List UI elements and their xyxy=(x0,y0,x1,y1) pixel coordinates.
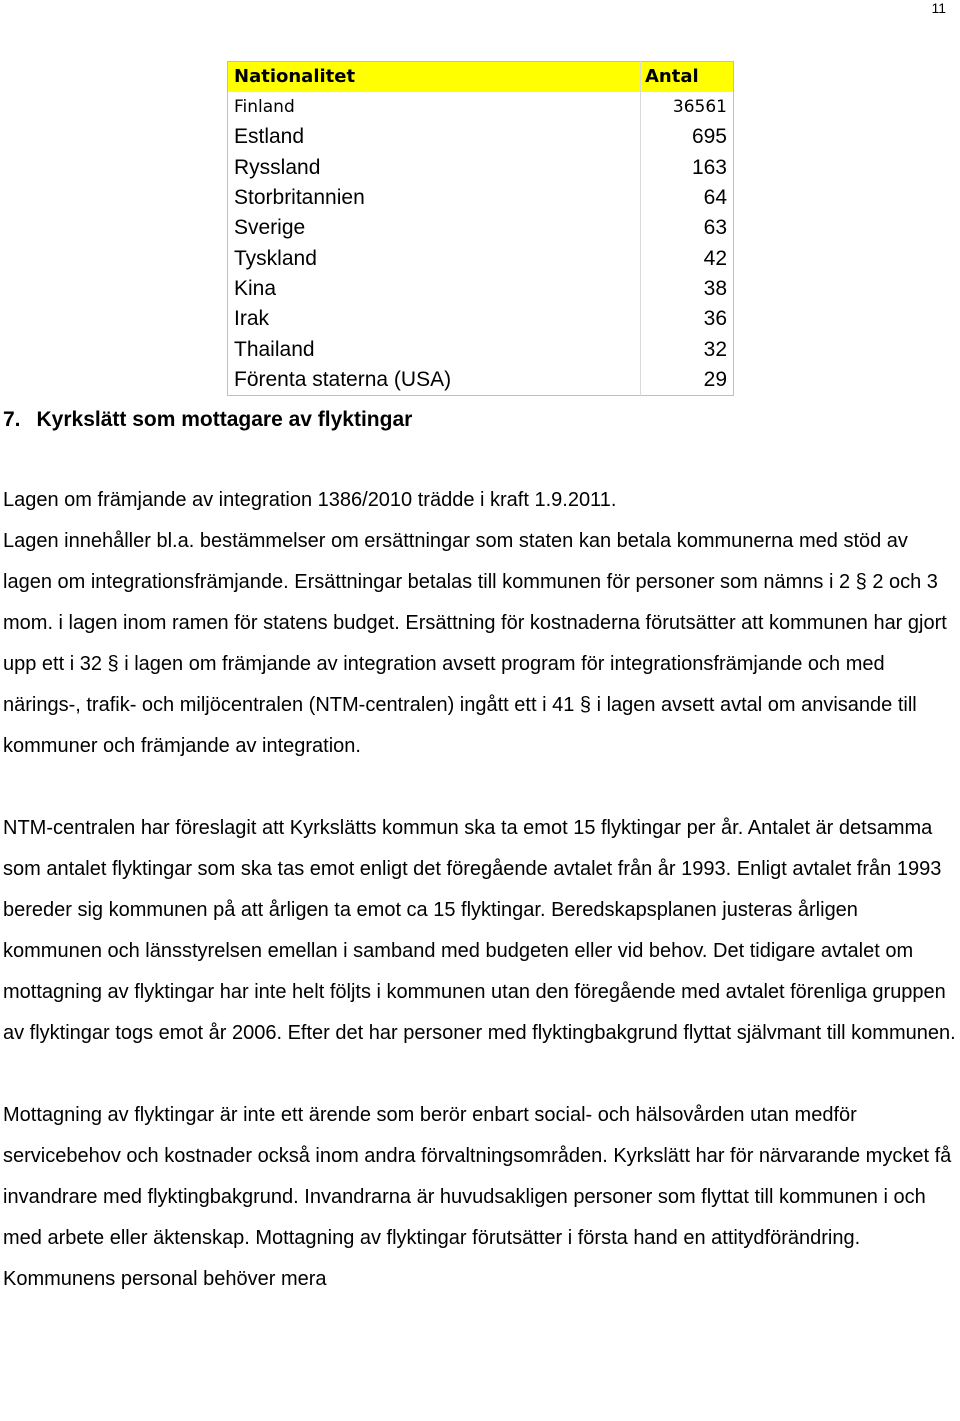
country-name: Storbritannien xyxy=(228,183,641,213)
country-name: Förenta staterna (USA) xyxy=(228,365,641,396)
paragraph: Mottagning av flyktingar är inte ett ärende som berör enbart social- och hälsovården utan medför servicebehov och kostnader också inom andra förvaltningsområden. Kyrkslätt har för närvarande mycket få invandrare med flyktingbakgrund. Invandrarna är huvudsakligen personer som flyttat till kommunen i och med arbete eller äktenskap. Mottagning av flyktingar förutsätter i första hand en attitydförändring. Kommunens personal behöver mera xyxy=(3,1104,952,1290)
table-row xyxy=(228,183,734,213)
table-row xyxy=(228,365,734,396)
country-count: 64 xyxy=(703,186,727,210)
table-row xyxy=(228,122,734,152)
country-count: 63 xyxy=(703,216,727,240)
section-number: 7. xyxy=(3,408,21,431)
country-count: 38 xyxy=(703,276,727,300)
table-row xyxy=(228,153,734,183)
country-name: Ryssland xyxy=(228,153,641,183)
country-count: 163 xyxy=(691,155,727,179)
table-row xyxy=(228,243,734,273)
header-nationality: Nationalitet xyxy=(228,62,641,93)
nationality-table xyxy=(227,61,734,396)
country-name: Estland xyxy=(228,122,641,152)
table-row xyxy=(228,274,734,304)
page-number: 11 xyxy=(931,0,946,16)
section-heading xyxy=(3,405,412,435)
country-count: 32 xyxy=(703,337,727,361)
table-row xyxy=(228,334,734,364)
table-header-row xyxy=(228,62,734,93)
country-name: Finland xyxy=(228,92,641,122)
paragraph: Lagen innehåller bl.a. bestämmelser om ersättningar som staten kan betala kommunerna med stöd av lagen om integrationsfrämjande. Ersättningar betalas till kommunen för personer som nämns i 2 § 2 och 3 mom. i lagen inom ramen för statens budget. Ersättning för kostnaderna förutsätter att kommunen har gjort upp ett i 32 § i lagen om främjande av integration avsett program för integrationsfrämjande och med närings-, trafik- och miljöcentralen (NTM-centralen) ingått ett i 41 § i lagen avsett avtal om anvisande till kommuner och främjande av integration. xyxy=(3,530,947,757)
country-count: 29 xyxy=(703,367,727,391)
country-count: 42 xyxy=(703,246,727,270)
country-name: Tyskland xyxy=(228,243,641,273)
country-name: Sverige xyxy=(228,213,641,243)
table-row xyxy=(228,213,734,243)
table-row xyxy=(228,304,734,334)
body-text xyxy=(3,480,958,1300)
section-title: Kyrkslätt som mottagare av flyktingar xyxy=(36,408,413,431)
country-count: 695 xyxy=(691,125,727,149)
country-name: Irak xyxy=(228,304,641,334)
header-count: Antal xyxy=(641,62,734,93)
country-name: Kina xyxy=(228,274,641,304)
country-name: Thailand xyxy=(228,334,641,364)
country-count: 36 xyxy=(703,307,727,331)
paragraph: Lagen om främjande av integration 1386/2010 trädde i kraft 1.9.2011. xyxy=(3,489,617,511)
table-row xyxy=(228,92,734,122)
country-count: 36561 xyxy=(672,97,727,118)
paragraph: NTM-centralen har föreslagit att Kyrkslätts kommun ska ta emot 15 flyktingar per år. Antalet är detsamma som antalet flyktingar som ska tas emot enligt det föregående avtalet från år 1993. Enligt avtalet från 1993 bereder sig kommunen på att årligen ta emot ca 15 flyktingar. Beredskapsplanen justeras årligen kommunen och länsstyrelsen emellan i samband med budgeten eller vid behov. Det tidigare avtalet om mottagning av flyktingar har inte helt följts i kommunen utan den föregående med avtalet förenliga gruppen av flyktingar togs emot år 2006. Efter det har personer med flyktingbakgrund flyttat självmant till kommunen. xyxy=(3,817,956,1044)
